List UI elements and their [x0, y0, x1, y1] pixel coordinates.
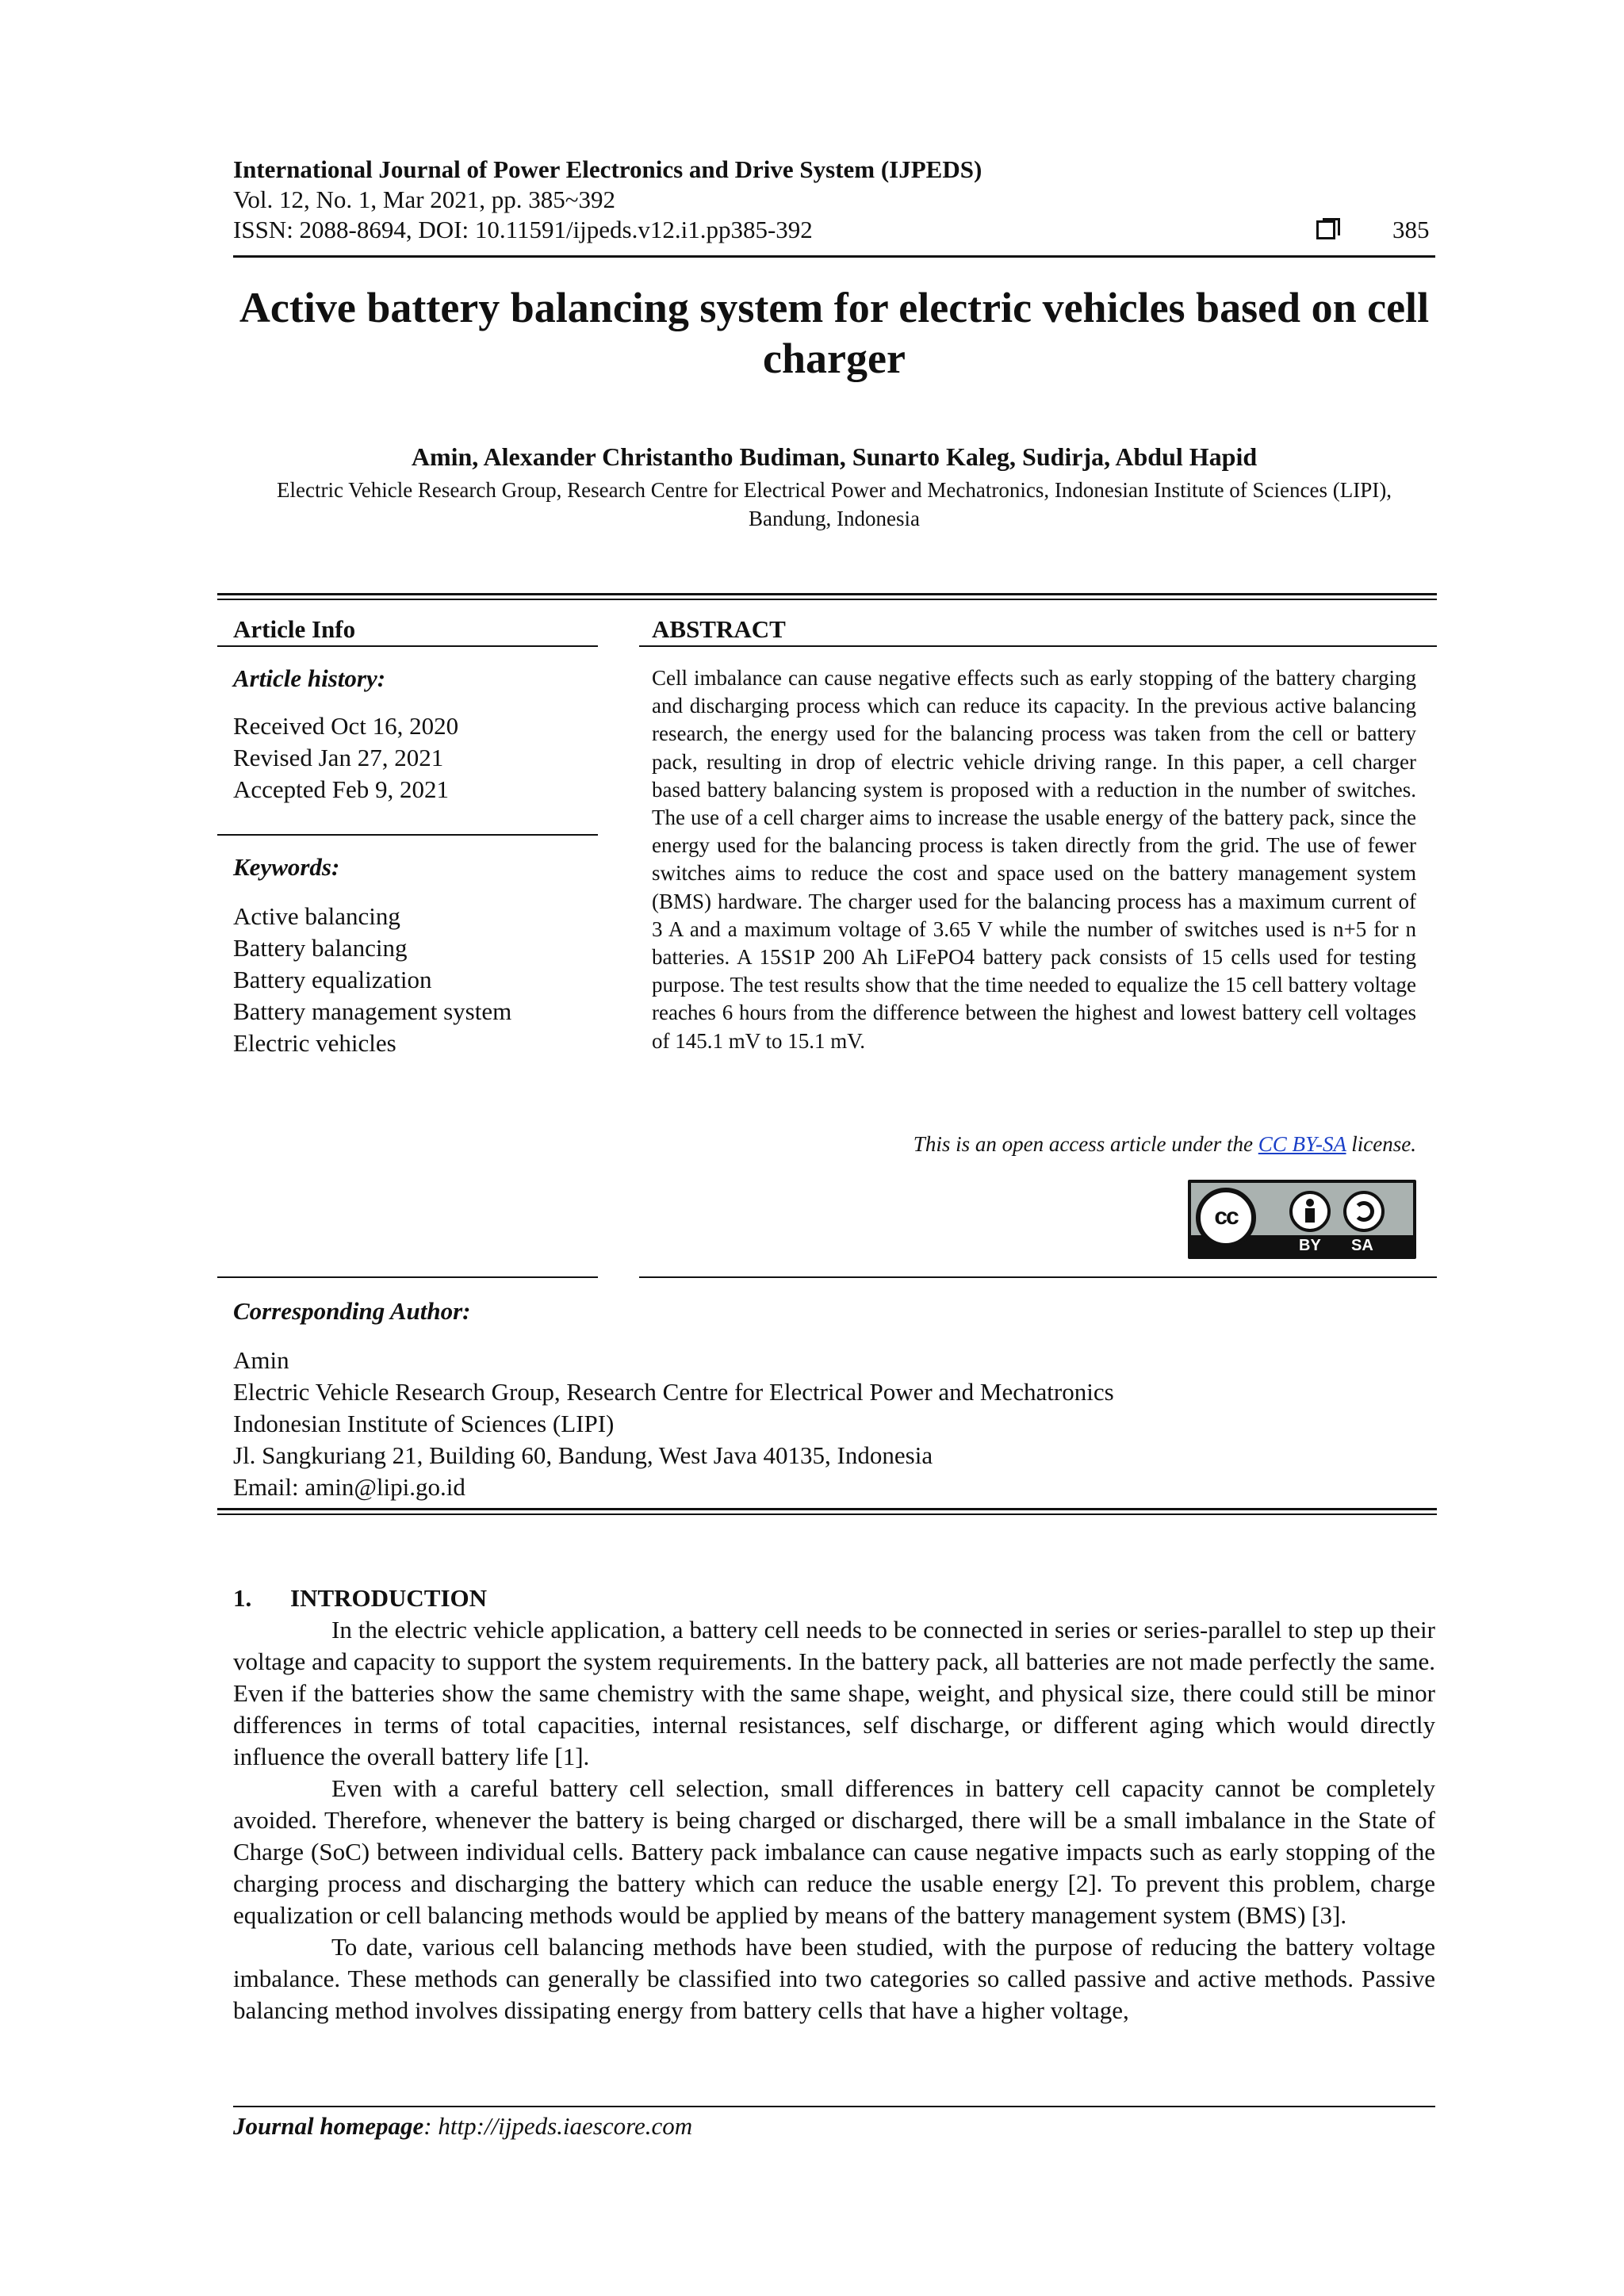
left-column-rule: [217, 1276, 598, 1278]
keyword-item: Battery balancing: [233, 934, 408, 962]
section-number: 1.: [233, 1584, 252, 1612]
corresponding-author-name: Amin: [233, 1346, 289, 1374]
page-box-icon: [1316, 220, 1335, 239]
cc-icon: cc: [1196, 1188, 1256, 1248]
page-number: 385: [1392, 216, 1430, 243]
introduction-heading: [233, 1584, 487, 1613]
abstract-heading: ABSTRACT: [652, 615, 786, 643]
license-prefix: This is an open access article under the: [913, 1132, 1258, 1156]
introduction-body: [233, 1614, 1435, 2026]
article-info-heading: Article Info: [233, 615, 356, 643]
received-date: Received Oct 16, 2020: [233, 712, 459, 740]
intro-paragraph: In the electric vehicle application, a battery cell needs to be connected in series or series-parallel to step up their voltage and capacity to support the system requirements. In the battery pack, all batteries are not made perfectly the same. Even if the batteries show the same chemistry with the same shape, weight, and physical size, there could still be minor differences in terms of total capacities, internal resistances, self discharge, or different aging which would directly influence the overall battery life [1].: [233, 1616, 1435, 1770]
authors: Amin, Alexander Christantho Budiman, Sunarto Kaleg, Sudirja, Abdul Hapid: [411, 442, 1258, 471]
journal-volume: Vol. 12, No. 1, Mar 2021, pp. 385~392: [233, 186, 616, 213]
paper-title: Active battery balancing system for electric vehicles based on cell charger: [239, 284, 1430, 382]
revised-date: Revised Jan 27, 2021: [233, 744, 444, 771]
license-statement: [652, 1132, 1416, 1157]
homepage-url[interactable]: : http://ijpeds.iaescore.com: [423, 2112, 693, 2140]
corresponding-author-heading: Corresponding Author:: [233, 1297, 471, 1325]
license-link[interactable]: CC BY-SA: [1258, 1132, 1346, 1156]
section-double-rule: [217, 593, 1437, 600]
share-alike-icon: [1343, 1191, 1385, 1232]
footer-rule: [233, 2106, 1435, 2107]
right-column-rule: [639, 1276, 1437, 1278]
by-person-icon: [1289, 1191, 1331, 1232]
article-info-rule: [217, 645, 598, 647]
header-rule: [233, 255, 1435, 258]
cc-by-sa-badge[interactable]: [1188, 1180, 1416, 1259]
journal-name: International Journal of Power Electronics and Drive System (IJPEDS): [233, 155, 982, 183]
corresponding-author-block: [233, 1345, 1114, 1503]
corresponding-author-institute: Indonesian Institute of Sciences (LIPI): [233, 1410, 615, 1437]
corresponding-author-email: Email: amin@lipi.go.id: [233, 1473, 465, 1501]
keyword-item: Battery management system: [233, 997, 512, 1025]
abstract-rule: [639, 645, 1437, 647]
keyword-item: Electric vehicles: [233, 1029, 396, 1057]
corresponding-author-address: Jl. Sangkuriang 21, Building 60, Bandung, West Java 40135, Indonesia: [233, 1441, 933, 1469]
keyword-item: Battery equalization: [233, 966, 432, 993]
affiliation: Electric Vehicle Research Group, Research Centre for Electrical Power and Mechatronics, Indonesian Institute of Sciences (LIPI), Bandung, Indonesia: [277, 478, 1392, 530]
corresponding-double-rule: [217, 1508, 1437, 1515]
license-suffix: license.: [1346, 1132, 1416, 1156]
history-rule: [217, 834, 598, 836]
keywords-heading: Keywords:: [233, 853, 340, 881]
homepage-label: Journal homepage: [233, 2112, 424, 2140]
journal-issn: ISSN: 2088-8694, DOI: 10.11591/ijpeds.v12.i1.pp385-392: [233, 216, 813, 243]
section-title: INTRODUCTION: [290, 1584, 488, 1612]
by-label: BY: [1299, 1237, 1321, 1254]
intro-paragraph: To date, various cell balancing methods have been studied, with the purpose of reducing the battery voltage imbalance. These methods can generally be classified into two categories so called passive and active methods. Passive balancing method involves dissipating energy from battery cells that have a higher voltage,: [233, 1933, 1435, 2024]
abstract-text: Cell imbalance can cause negative effects such as early stopping of the battery charging and discharging process which can reduce its capacity. In the previous active balancing research, the energy used for the balancing process was taken from the cell or battery pack, resulting in drop of electric vehicle driving range. In this paper, a cell charger based battery balancing system is proposed with a reduction in the number of switches. The use of a cell charger aims to increase the usable energy of the battery pack, since the energy used for the balancing process is taken directly from the grid. The use of fewer switches aims to reduce the cost and space used on the battery management system (BMS) hardware. The charger used for the balancing process has a maximum current of 3 A and a maximum voltage of 3.65 V while the number of switches used is n+5 for n batteries. A 15S1P 200 Ah LiFePO4 battery pack consists of 15 cells used for testing purpose. The test results show that the time needed to equalize the 15 cell battery voltage reaches 6 hours from the difference between the highest and lowest battery cell voltages of 145.1 mV to 15.1 mV.: [652, 666, 1416, 1053]
article-history-heading: Article history:: [233, 664, 386, 692]
corresponding-author-group: Electric Vehicle Research Group, Research Centre for Electrical Power and Mechatronics: [233, 1378, 1114, 1406]
keyword-item: Active balancing: [233, 902, 400, 930]
journal-homepage: [233, 2112, 692, 2141]
intro-paragraph: Even with a careful battery cell selection, small differences in battery cell capacity cannot be completely avoided. Therefore, whenever the battery is being charged or discharged, there will be a small imbalance in the State of Charge (SoC) between individual cells. Battery pack imbalance can cause negative impacts such as early stopping of the charging process and discharging the battery which can reduce the usable energy [2]. To prevent this problem, charge equalization or cell balancing methods would be applied by means of the battery management system (BMS) [3].: [233, 1774, 1435, 1929]
accepted-date: Accepted Feb 9, 2021: [233, 775, 450, 803]
sa-label: SA: [1351, 1237, 1373, 1254]
keywords-list: [233, 901, 511, 1059]
